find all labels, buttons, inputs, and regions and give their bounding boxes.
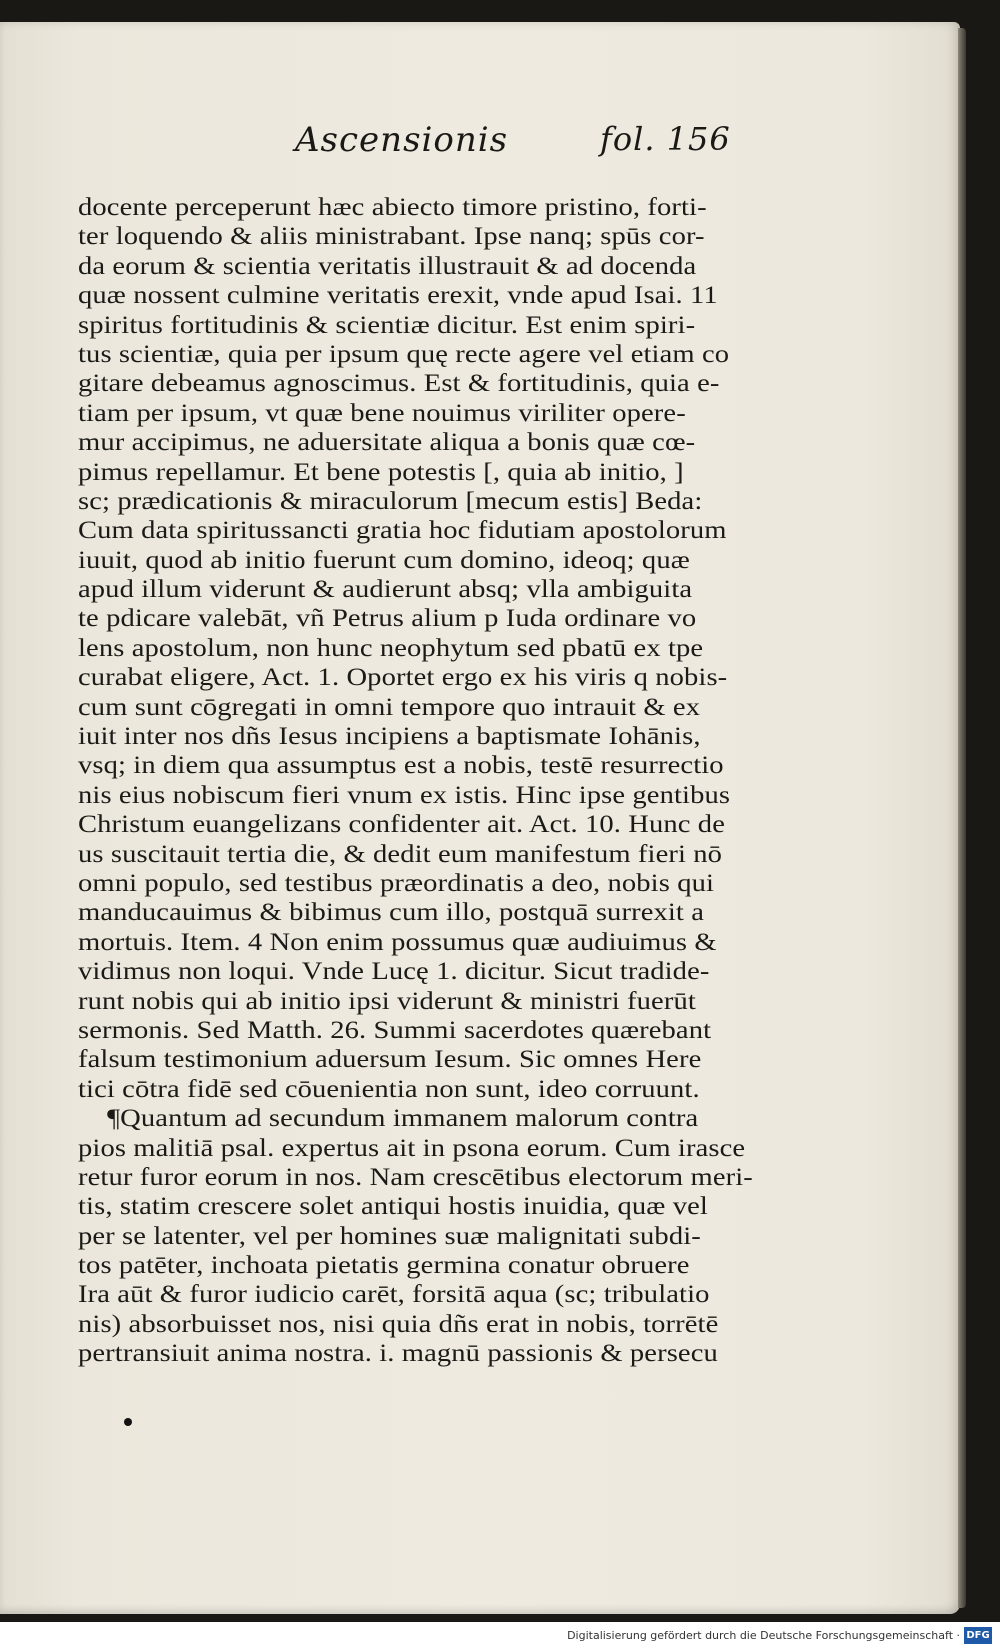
text-line: nis) absorbuisset nos, nisi quia dñs erat in nobis, torrētē — [78, 1308, 719, 1338]
folio-number: fol. 156 — [600, 120, 731, 158]
text-line: spiritus fortitudinis & scientiæ dicitur. Est enim spiri- — [78, 309, 696, 339]
text-line: Ira aūt & furor iudicio carēt, forsitā aqua (sc; tribulatio — [78, 1279, 710, 1309]
text-line: manducauimus & bibimus cum illo, postquā surrexit a — [78, 897, 705, 927]
text-line: retur furor eorum in nos. Nam crescētibus electorum meri- — [78, 1161, 753, 1191]
text-line: iuuit, quod ab initio fuerunt cum domino, ideoq; quæ — [78, 544, 690, 574]
text-line: tis, statim crescere solet antiqui hostis inuidia, quæ vel — [78, 1191, 708, 1221]
text-line: mortuis. Item. 4 Non enim possumus quæ audiuimus & — [78, 926, 717, 956]
ink-mark — [124, 1418, 132, 1426]
text-line: pertransiuit anima nostra. i. magnū passionis & persecu — [78, 1338, 718, 1368]
text-line: da eorum & scientia veritatis illustrauit & ad docenda — [78, 250, 697, 280]
dfg-logo: DFG — [964, 1627, 992, 1644]
text-line: mur accipimus, ne aduersitate aliqua a bonis quæ cœ- — [78, 427, 696, 457]
text-line: cum sunt cōgregati in omni tempore quo intrauit & ex — [78, 691, 701, 721]
text-line: tici cōtra fidē sed cōuenientia non sunt, ideo corruunt. — [78, 1073, 700, 1103]
text-line: apud illum viderunt & audierunt absq; vlla ambiguita — [78, 574, 693, 604]
text-line: pios malitiā psal. expertus ait in psona eorum. Cum irasce — [78, 1132, 746, 1162]
text-line: vsq; in diem qua assumptus est a nobis, testē resurrectio — [78, 750, 724, 780]
text-block — [78, 192, 758, 1368]
text-line: sc; prædicationis & miraculorum [mecum estis] Beda: — [78, 485, 703, 515]
text-line: us suscitauit tertia die, & dedit eum manifestum fieri nō — [78, 838, 723, 868]
text-line: gitare debeamus agnoscimus. Est & fortitudinis, quia e- — [78, 368, 720, 398]
funding-credit: Digitalisierung gefördert durch die Deutsche Forschungsgemeinschaft · — [567, 1629, 960, 1642]
footer-bar — [0, 1622, 1000, 1651]
text-line: runt nobis qui ab initio ipsi viderunt & ministri fuerūt — [78, 985, 696, 1015]
text-line: tos patēter, inchoata pietatis germina conatur obruere — [78, 1250, 690, 1280]
text-line: lens apostolum, non hunc neophytum sed pbatū ex tpe — [78, 632, 704, 662]
running-head: Ascensionis — [295, 120, 509, 160]
book-page — [0, 22, 960, 1614]
text-line: docente perceperunt hæc abiecto timore pristino, forti- — [78, 192, 707, 221]
text-line: nis eius nobiscum fieri vnum ex istis. Hinc ipse gentibus — [78, 779, 731, 809]
text-line: ter loquendo & aliis ministrabant. Ipse nanq; spūs cor- — [78, 221, 705, 251]
page-header — [0, 120, 960, 170]
text-line: Christum euangelizans confidenter ait. Act. 10. Hunc de — [78, 809, 725, 839]
text-line: te pdicare valebāt, vñ Petrus alium p Iuda ordinare vo — [78, 603, 697, 633]
text-line: iuit inter nos dñs Iesus incipiens a baptismate Iohānis, — [78, 721, 701, 751]
text-line: quæ nossent culmine veritatis erexit, vnde apud Isai. 11 — [78, 280, 718, 310]
text-line: ¶Quantum ad secundum immanem malorum contra — [107, 1103, 699, 1133]
page-edge — [958, 28, 966, 1608]
text-line: tiam per ipsum, vt quæ bene nouimus viriliter opere- — [78, 397, 686, 427]
text-line: falsum testimonium aduersum Iesum. Sic omnes Here — [78, 1044, 702, 1074]
text-line: tus scientiæ, quia per ipsum quę recte agere vel etiam co — [78, 338, 730, 368]
text-line: sermonis. Sed Matth. 26. Summi sacerdotes quærebant — [78, 1014, 712, 1044]
text-line: curabat eligere, Act. 1. Oportet ergo ex his viris q nobis- — [78, 662, 728, 692]
text-line: pimus repellamur. Et bene potestis [, quia ab initio, ] — [78, 456, 684, 486]
text-line: Cum data spiritussancti gratia hoc fidutiam apostolorum — [78, 515, 727, 545]
text-line: omni populo, sed testibus præordinatis a deo, nobis qui — [78, 867, 715, 897]
text-line: per se latenter, vel per homines suæ malignitati subdi- — [78, 1220, 701, 1250]
text-line: vidimus non loqui. Vnde Lucę 1. dicitur. Sicut tradide- — [78, 956, 710, 986]
